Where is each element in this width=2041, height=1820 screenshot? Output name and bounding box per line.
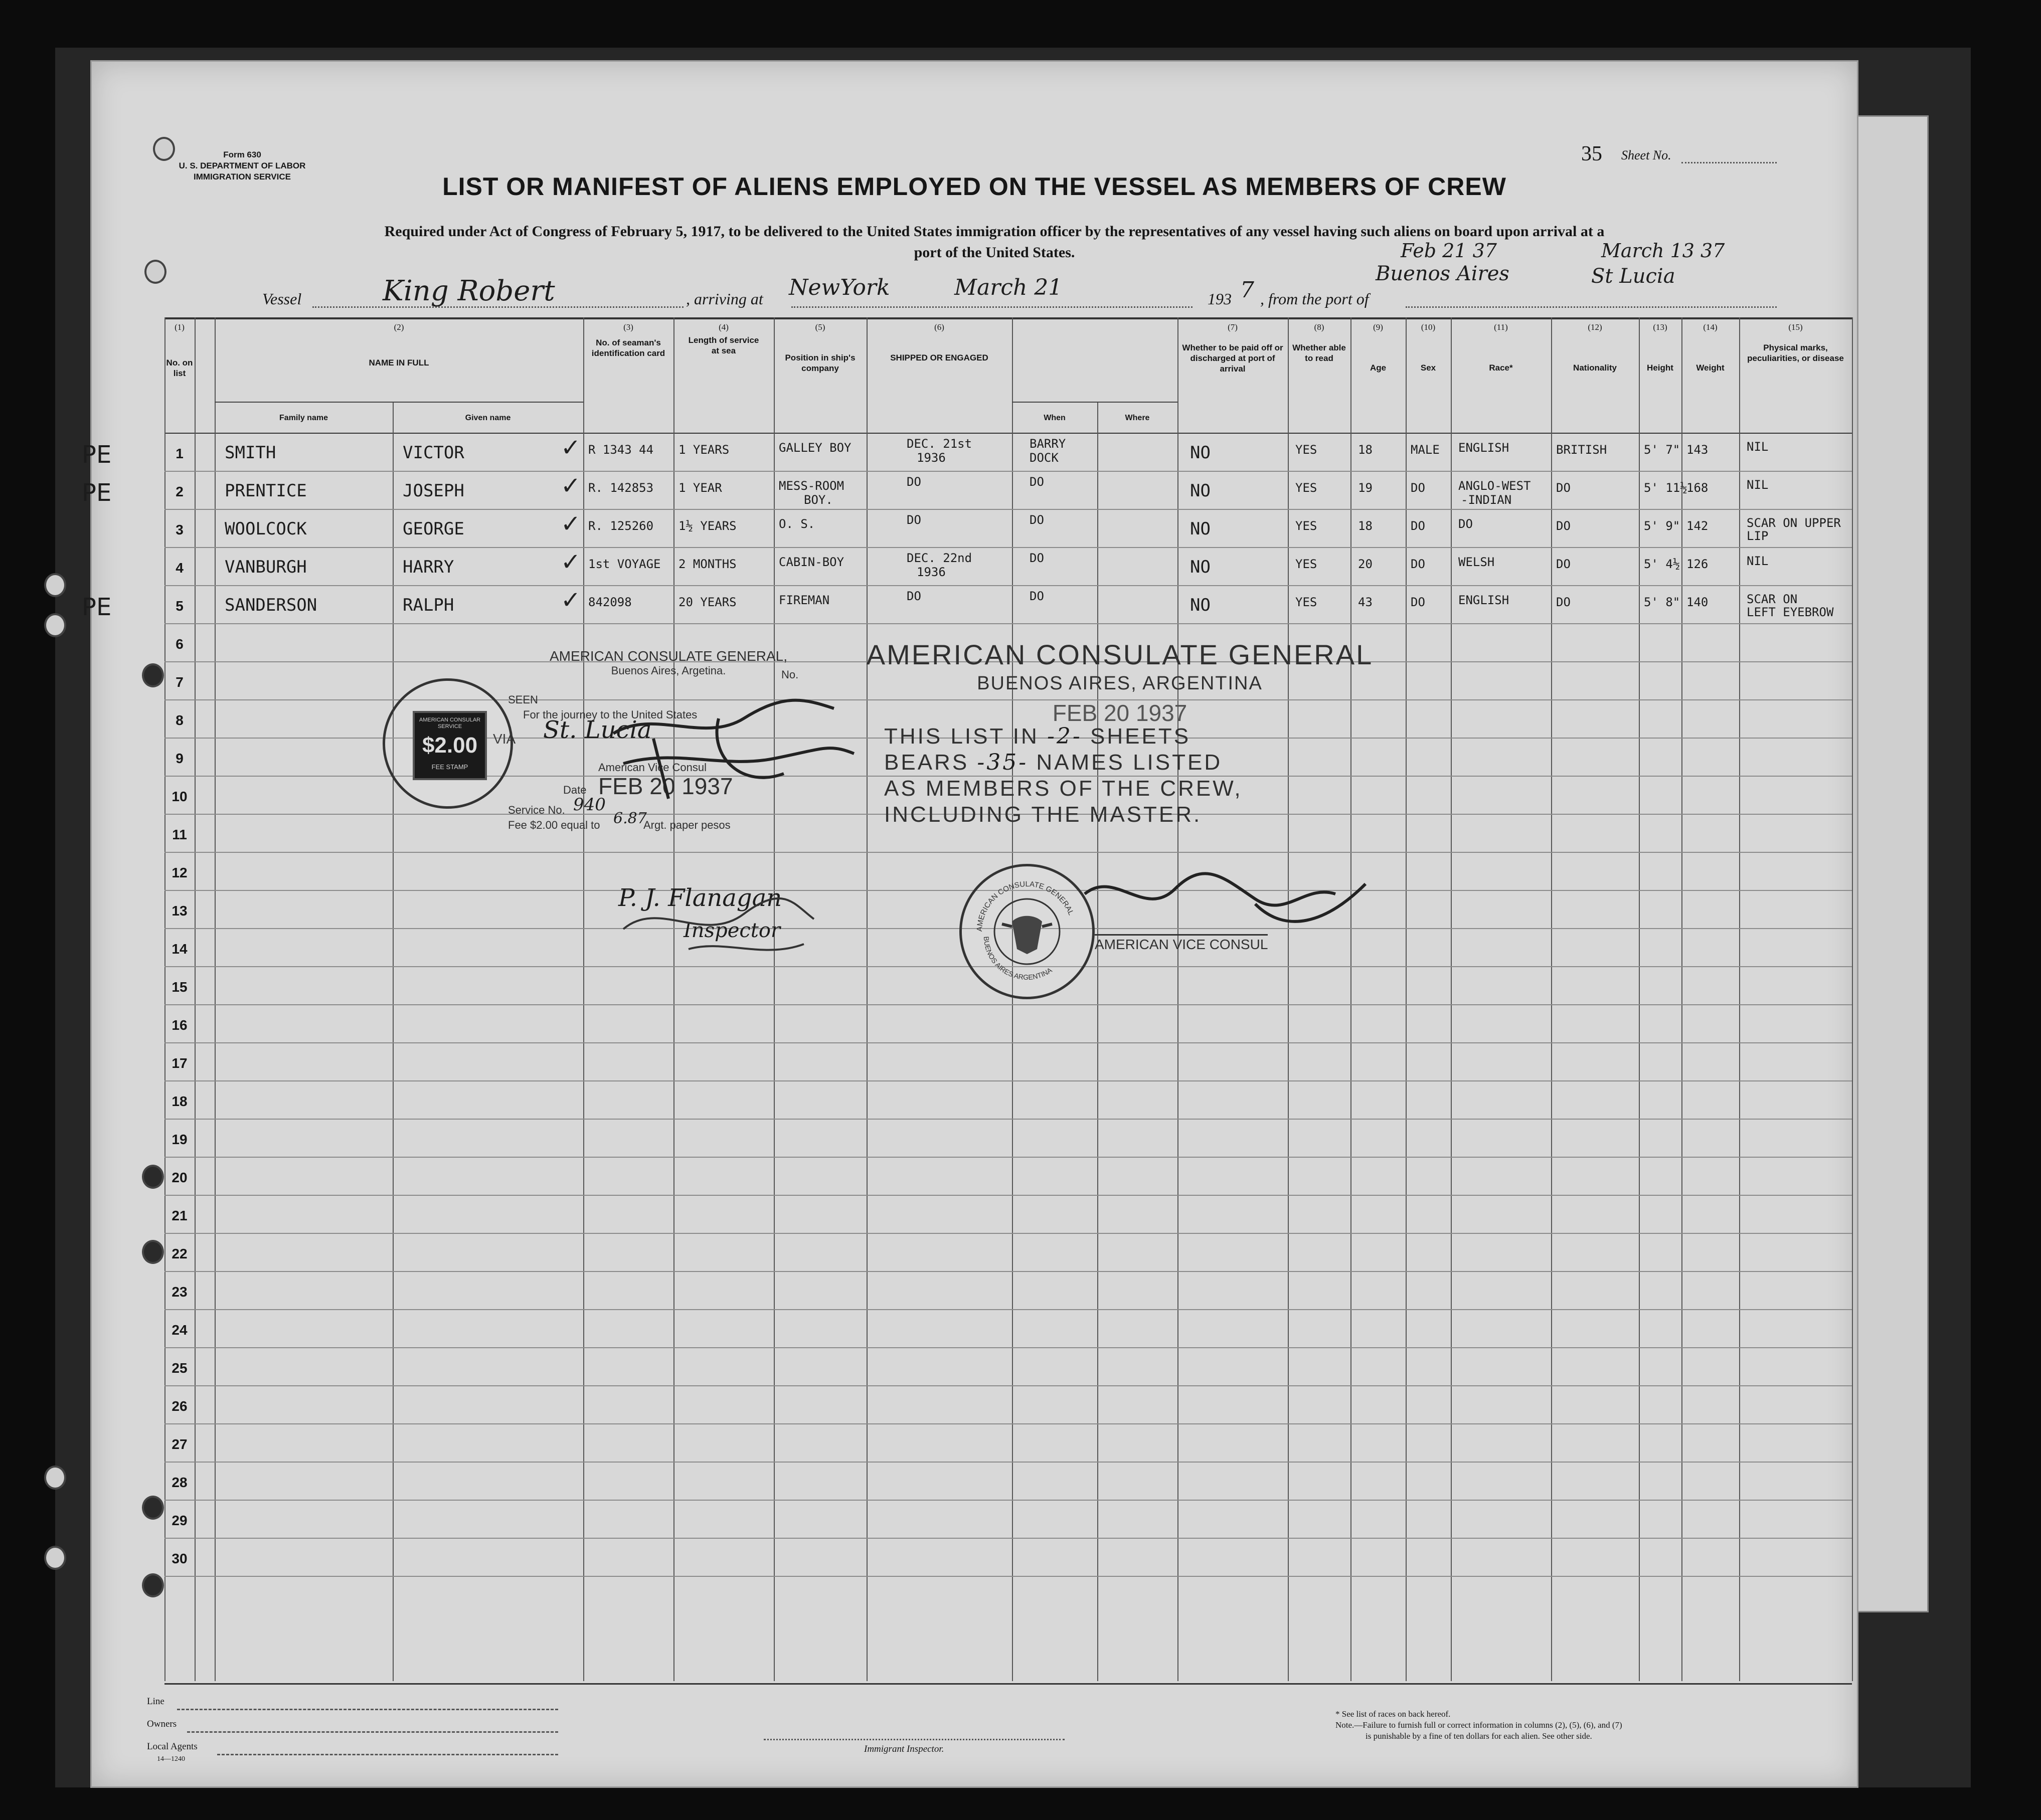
col-where-header: Where [1125,414,1150,422]
row-number: 6 [176,636,184,652]
row-number: 11 [172,827,187,842]
able-to-read: YES [1295,557,1317,571]
row-number: 8 [176,712,184,728]
row-divider [164,1080,1852,1081]
col-4-number: (4) [719,322,729,332]
row-number: 16 [172,1017,188,1033]
shipped-where: BARRY [1030,437,1066,451]
vessel-label: Vessel [262,290,302,308]
length-of-service: 1 YEAR [678,481,722,495]
manifest-sheet [82,60,1858,1788]
col-12-number: (12) [1588,322,1602,332]
row-divider [164,1462,1852,1463]
list-line-4: INCLUDING THE MASTER. [884,802,1202,827]
col-no-on-list-header: No. on list [166,358,193,378]
sheet-number: 35 [1581,142,1602,165]
binder-hole [144,260,166,284]
col-age-header: Age [1370,363,1387,373]
list-line-1: THIS LIST IN [884,724,1039,749]
given-name: JOSEPH [403,481,464,501]
row-divider [164,1309,1852,1310]
footer-owners-label: Owners [147,1719,177,1729]
col-7-number: (7) [1228,322,1238,332]
col-given-name-header: Given name [465,414,511,422]
weight: 142 [1686,519,1709,533]
position: FIREMAN [779,593,830,607]
departure-date-1: Feb 21 37 [1401,240,1497,262]
checkmark-icon: ✓ [561,548,581,576]
row-number: 3 [176,522,184,537]
margin-mark: PE [82,441,112,469]
visa-stamp [518,648,819,677]
nationality: DO [1556,481,1571,495]
shipped-when-line-2: 1936 [917,565,946,579]
sheet-no-label: Sheet No. [1621,148,1671,162]
able-to-read: YES [1295,443,1317,457]
row-number: 9 [176,751,184,766]
col-13-number: (13) [1653,322,1667,332]
seaman-card-number: R 1343 44 [588,443,654,457]
margin-mark: PE [82,593,112,621]
subtitle-line-1: Required under Act of Congress of February 5, 1917, to be delivered to the United States immigration officer by the representatives of any vessel having such aliens on board upon arrival at a [384,223,1605,240]
col-seaman-card-header: No. of seaman's identification card [591,338,665,358]
row-number: 15 [172,979,188,995]
department-name: U. S. DEPARTMENT OF LABOR [179,161,306,170]
vessel-name: King Robert [383,275,555,307]
position: O. S. [779,517,815,531]
page-title: LIST OR MANIFEST OF ALIENS EMPLOYED ON THE VESSEL AS MEMBERS OF CREW [442,172,1506,201]
shipped-when: DO [907,589,921,603]
row-divider [164,1423,1852,1424]
fee-stamp [413,711,487,780]
position: GALLEY BOY [779,441,852,455]
footer-line-label: Line [147,1696,164,1707]
arrival-port: NewYork [789,275,890,300]
visa-seen-label: SEEN [508,693,538,706]
row-number: 28 [172,1475,188,1490]
physical-marks: NIL [1747,478,1769,492]
sex: DO [1411,519,1425,533]
col-1-number: (1) [175,322,185,332]
row-number: 17 [172,1055,188,1071]
height: 5' 8" [1644,595,1680,609]
list-names-count: -35- [977,750,1029,775]
col-when-header: When [1044,414,1066,422]
seal-top-text: AMERICAN CONSULATE GENERAL [975,879,1076,932]
shipped-where: DO [1030,475,1044,489]
age: 43 [1358,595,1373,609]
footer-form-code: 14—1240 [157,1755,185,1763]
row-number: 2 [176,484,184,499]
height: 5' 11½ [1644,481,1687,495]
footer-note-races: * See list of races on back hereof. [1335,1709,1451,1719]
seaman-card-number: R. 142853 [588,481,654,495]
race: WELSH [1458,555,1495,569]
visa-date-value: FEB 20 1937 [598,773,733,799]
given-name: HARRY [403,557,454,577]
age: 18 [1358,519,1373,533]
immigrant-inspector-line [764,1739,1065,1740]
col-able-to-read-header: Whether able to read [1292,343,1346,363]
inspector-title: Inspector [684,919,781,942]
col-5-number: (5) [815,322,825,332]
shipped-when: DEC. 22nd [907,551,972,565]
race: ANGLO-WEST [1458,479,1531,493]
row-divider [164,547,1852,548]
fee-stamp-amount: $2.00 [422,733,478,758]
position: CABIN-BOY [779,555,844,569]
visa-stamp-line-1: AMERICAN CONSULATE GENERAL, [549,648,788,664]
physical-marks: NIL [1747,440,1769,454]
race: ENGLISH [1458,441,1509,455]
from-port-line [1406,306,1777,308]
row-number: 27 [172,1436,188,1452]
binder-hole [44,1466,66,1490]
weight: 140 [1686,595,1709,609]
row-divider [164,585,1852,586]
row-divider [164,471,1852,472]
row-number: 22 [172,1246,188,1261]
shipped-when: DO [907,475,921,489]
seaman-card-number: R. 125260 [588,519,654,533]
weight: 143 [1686,443,1709,457]
row-number: 12 [172,865,188,880]
row-number: 7 [176,674,184,690]
row-divider [164,1576,1852,1577]
row-divider [164,1500,1852,1501]
departure-port-1: Buenos Aires [1376,262,1509,285]
row-divider [164,1195,1852,1196]
seaman-card-number: 842098 [588,595,632,609]
from-port-label: , from the port of [1260,290,1369,308]
sex: DO [1411,557,1425,571]
col-10-number: (10) [1421,322,1436,332]
seaman-card-number: 1st VOYAGE [588,557,661,571]
shipped-where: DO [1030,589,1044,603]
shipped-when: DO [907,513,921,527]
col-14-number: (14) [1703,322,1718,332]
shipped-when-line-2: 1936 [917,451,946,465]
row-number: 24 [172,1322,188,1338]
paid-off: NO [1190,443,1211,463]
checkmark-icon: ✓ [561,510,581,538]
list-sheets-count: -2- [1047,723,1082,749]
sheet-no-line [1681,162,1777,163]
checkmark-icon: ✓ [561,434,581,462]
physical-marks: SCAR ON [1747,592,1798,606]
crew-count-stamp [884,723,1335,828]
row-divider [164,1538,1852,1539]
row-divider [164,1271,1852,1272]
family-name: SANDERSON [225,595,317,615]
row-number: 30 [172,1551,188,1566]
row-number: 21 [172,1208,188,1223]
row-number: 18 [172,1094,188,1109]
length-of-service: 1½ YEARS [678,519,737,533]
length-of-service: 20 YEARS [678,595,737,609]
binder-hole [142,1496,164,1520]
col-3-number: (3) [623,322,633,332]
row-number: 26 [172,1398,188,1414]
paid-off: NO [1190,595,1211,615]
paid-off: NO [1190,481,1211,501]
binder-hole [142,663,164,687]
row-divider [164,1119,1852,1120]
height: 5' 4½ [1644,557,1680,571]
departure-port-2: St Lucia [1591,265,1675,288]
vice-consul-signature-1 [593,688,874,859]
row-number: 25 [172,1360,188,1376]
nationality: DO [1556,595,1571,609]
binder-hole [44,1546,66,1570]
col-9-number: (9) [1373,322,1383,332]
visa-vice-consul-label: American Vice Consul [598,761,707,774]
col-2-number: (2) [394,322,404,332]
shipped-when: DEC. 21st [907,437,972,451]
binder-hole [142,1165,164,1189]
nationality: DO [1556,519,1571,533]
age: 18 [1358,443,1373,457]
margin-mark: PE [82,479,112,507]
inspector-signature-flourish [613,884,824,964]
paid-off: NO [1190,557,1211,577]
inspector-signature: P. J. Flanagan [618,884,782,912]
visa-fee-label: Fee $2.00 equal to [508,819,600,831]
shipped-where-line-2: DOCK [1030,451,1059,465]
col-height-header: Height [1647,363,1673,373]
year-prefix: 193 [1208,290,1232,308]
list-sheets-label: SHEETS [1090,724,1191,749]
vice-consul-title: AMERICAN VICE CONSUL [1095,934,1268,953]
sex: DO [1411,481,1425,495]
binder-hole [44,613,66,637]
list-names-label: NAMES LISTED [1036,750,1223,775]
col-position-header: Position in ship's company [785,353,856,373]
table-header [164,322,1852,433]
physical-marks-line-2: LEFT EYEBROW [1747,605,1834,619]
sex: DO [1411,595,1425,609]
col-sex-header: Sex [1420,363,1436,373]
physical-marks: SCAR ON UPPER [1747,516,1841,530]
arrival-date: March 21 [954,275,1063,300]
col-race-header: Race* [1489,363,1513,373]
checkmark-icon: ✓ [561,586,581,614]
row-number: 23 [172,1284,188,1300]
year-suffix: 7 [1240,277,1254,303]
age: 20 [1358,557,1373,571]
row-number: 29 [172,1513,188,1528]
given-name: GEORGE [403,519,464,539]
consulate-stamp-line-2: BUENOS AIRES, ARGENTINA [977,673,1263,694]
binder-hole [142,1573,164,1597]
visa-journey-label: For the journey to the United States [523,708,698,721]
footer-note-1: Note.—Failure to furnish full or correct information in columns (2), (5), (6), and (7) [1335,1720,1622,1730]
shipped-where: DO [1030,513,1044,527]
visa-via-label: VIA [493,731,516,747]
col-nationality-header: Nationality [1573,363,1617,373]
consulate-stamp [844,638,1396,726]
col-weight-header: Weight [1696,363,1725,373]
weight: 168 [1686,481,1709,495]
row-number: 4 [176,560,184,576]
height: 5' 9" [1644,519,1680,533]
family-name: SMITH [225,443,276,463]
row-divider [164,1385,1852,1386]
fee-stamp-top-text: AMERICAN CONSULAR SERVICE [419,717,481,730]
col-8-number: (8) [1314,322,1324,332]
col-physical-marks-header: Physical marks, peculiarities, or disease [1747,343,1844,363]
footer-notes [1335,1709,1622,1742]
col-name-in-full-header: NAME IN FULL [369,358,429,368]
row-divider [164,1042,1852,1043]
service-name: IMMIGRATION SERVICE [194,172,291,181]
weight: 126 [1686,557,1709,571]
row-divider [164,1004,1852,1005]
col-length-of-service-header: Length of service at sea [688,335,759,355]
row-number: 20 [172,1170,188,1185]
fee-stamp-bottom-text: FEE STAMP [431,763,468,771]
row-divider [164,1347,1852,1348]
race-line-2: -INDIAN [1461,493,1512,507]
immigrant-inspector-label: Immigrant Inspector. [864,1744,944,1754]
length-of-service: 1 YEARS [678,443,730,457]
page-subtitle [162,221,1827,263]
given-name: VICTOR [403,443,464,463]
footer-local-agents-label: Local Agents [147,1741,198,1752]
family-name: VANBURGH [225,557,307,577]
row-divider [164,1157,1852,1158]
col-15-number: (15) [1788,322,1803,332]
binder-hole [142,1240,164,1264]
list-line-3: AS MEMBERS OF THE CREW, [884,776,1243,801]
visa-no-label: No. [781,668,799,681]
arriving-label: , arriving at [686,290,763,308]
row-number: 13 [172,903,188,919]
list-line-2: BEARS [884,750,969,775]
row-divider [164,1233,1852,1234]
seal-bottom-text: BUENOS AIRES ARGENTINA [982,936,1054,982]
form-number: Form 630 [223,150,261,159]
sex: MALE [1411,443,1440,457]
position: MESS-ROOM [779,479,844,493]
visa-date-label: Date [563,784,587,796]
departure-date-2: March 13 37 [1601,240,1725,262]
visa-service-no-value: 940 [573,795,606,815]
row-number: 5 [176,598,184,614]
physical-marks: NIL [1747,554,1769,568]
family-name: WOOLCOCK [225,519,307,539]
binder-hole [44,573,66,597]
table-header-divider [164,433,1852,434]
age: 19 [1358,481,1373,495]
row-divider [164,509,1852,510]
footer-note-2: is punishable by a fine of ten dollars for each alien. See other side. [1366,1731,1592,1741]
visa-via-value: St. Lucia [543,716,652,744]
paid-off: NO [1190,519,1211,539]
col-paid-off-header: Whether to be paid off or discharged at port of arrival [1182,343,1283,374]
subtitle-line-2: port of the United States. [914,244,1075,261]
row-number: 14 [172,941,188,957]
family-name: PRENTICE [225,481,307,501]
col-family-name-header: Family name [279,414,328,422]
height: 5' 7" [1644,443,1680,457]
able-to-read: YES [1295,481,1317,495]
length-of-service: 2 MONTHS [678,557,737,571]
able-to-read: YES [1295,595,1317,609]
visa-stamp-line-2: Buenos Aires, Argetina. [611,664,726,677]
consulate-stamp-line-1: AMERICAN CONSULATE GENERAL [866,639,1374,670]
nationality: BRITISH [1556,443,1607,457]
visa-service-no-label: Service No. [508,804,565,816]
row-divider [164,852,1852,853]
physical-marks-line-2: LIP [1747,529,1769,543]
nationality: DO [1556,557,1571,571]
col-11-number: (11) [1494,322,1508,332]
row-number: 1 [176,446,184,461]
visa-fee-suffix: Argt. paper pesos [643,819,731,831]
row-number: 10 [172,789,188,804]
row-number: 19 [172,1132,188,1147]
col-6-number: (6) [934,322,944,332]
race: DO [1458,517,1473,531]
col-shipped-engaged-header: SHIPPED OR ENGAGED [890,353,988,362]
arrival-line [791,306,1193,308]
consulate-fee-seal [383,678,513,809]
position-line-2: BOY. [804,493,833,507]
able-to-read: YES [1295,519,1317,533]
row-divider [164,623,1852,624]
checkmark-icon: ✓ [561,472,581,500]
visa-fee-value: 6.87 [613,810,647,827]
race: ENGLISH [1458,593,1509,607]
eagle-seal-icon [962,866,1092,997]
shipped-where: DO [1030,551,1044,565]
given-name: RALPH [403,595,454,615]
consulate-stamp-date: FEB 20 1937 [1052,700,1187,726]
